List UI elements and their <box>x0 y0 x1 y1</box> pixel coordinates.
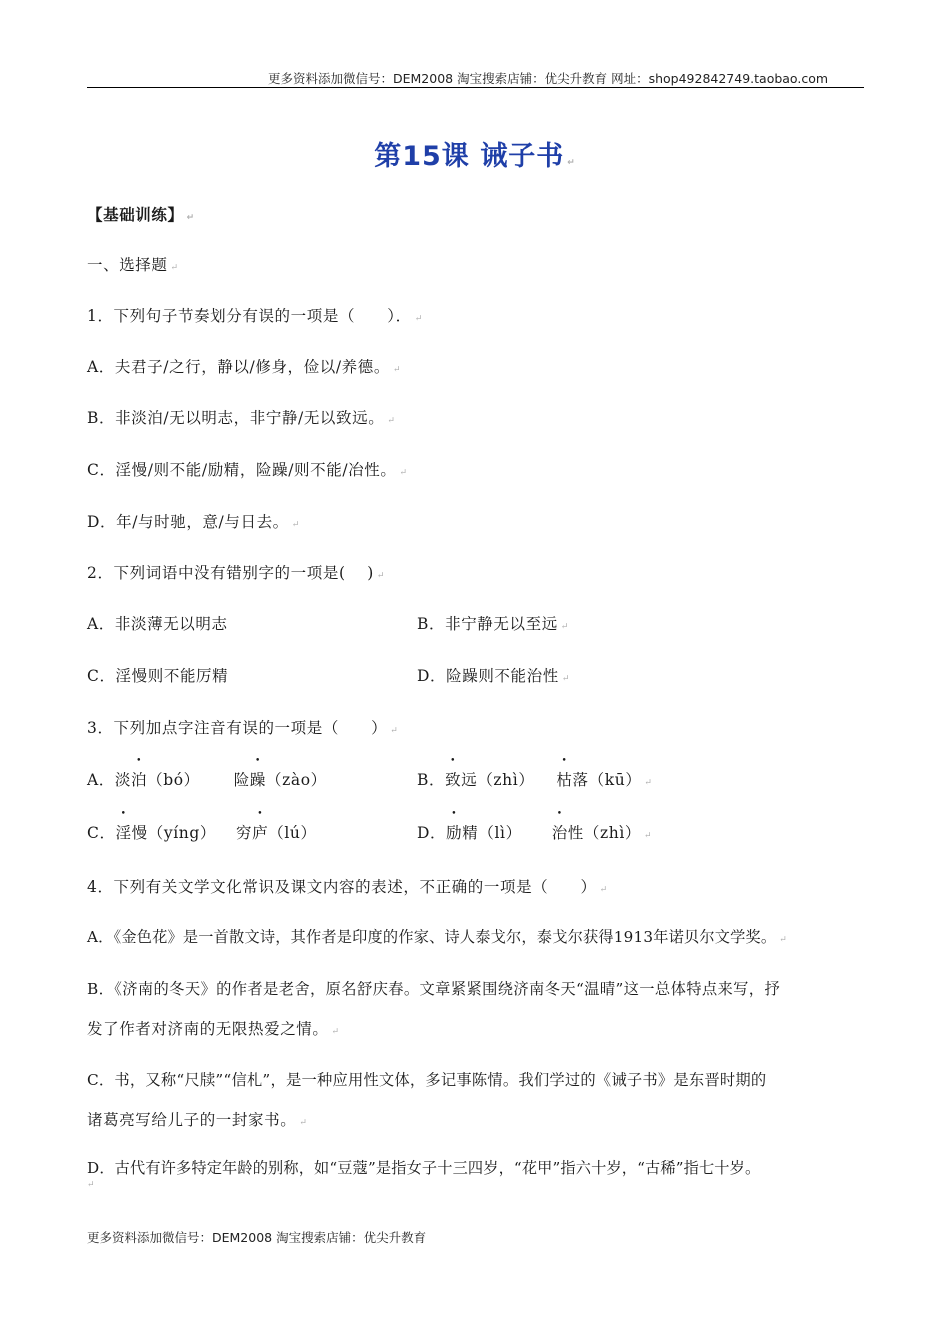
emphasis-dot-char: 淫 <box>115 824 132 842</box>
question-4-option-a: A．《金色花》是一首散文诗，其作者是印度的作家、诗人泰戈尔，泰戈尔获得1913年诺贝尔文学奖。 ↵ <box>87 928 788 946</box>
question-2-option-b: B．非宁静无以至远 ↵ <box>417 615 569 633</box>
emphasis-dot-char: 励 <box>446 824 463 842</box>
question-4-option-c-line1: C．书，又称“尺牍”“信札”，是一种应用性文体，多记事陈情。我们学过的《诫子书》是东晋时期的 <box>87 1071 767 1089</box>
page-header: 更多资料添加微信号：DEM2008 淘宝搜索店铺：优尖升教育 网址：shop492842749.taobao.com <box>268 71 829 86</box>
question-2-option-d: D．险躁则不能治性 ↵ <box>417 667 570 685</box>
question-2-option-a: A．非淡薄无以明志 <box>87 615 228 633</box>
question-2-option-c: C．淫慢则不能厉精 <box>87 667 229 685</box>
question-4-option-c-line2: 诸葛亮写给儿子的一封家书。 ↵ <box>87 1111 308 1129</box>
header-rule <box>87 87 864 88</box>
question-3-option-d: D．励精（lì） 治性（zhì） ↵ <box>417 821 652 843</box>
emphasis-dot-char: 泊 <box>131 771 148 789</box>
page-footer: 更多资料添加微信号：DEM2008 淘宝搜索店铺：优尖升教育 <box>87 1230 427 1245</box>
question-1-option-b: B．非淡泊/无以明志，非宁静/无以致远。 ↵ <box>87 409 396 427</box>
question-3-option-a: A．淡泊（bó） 险躁（zào） <box>87 768 327 790</box>
question-3-option-b: B．致远（zhì） 枯落（kū） ↵ <box>417 768 653 790</box>
part-heading: 一、选择题 ↵ <box>87 256 179 274</box>
question-1-stem: 1．下列句子节奏划分有误的一项是（ ）． ↵ <box>87 307 423 325</box>
question-3-stem: 3．下列加点字注音有误的一项是（ ） ↵ <box>87 719 399 737</box>
emphasis-dot-char: 枯 <box>556 771 573 789</box>
emphasis-dot-char: 致 <box>445 771 462 789</box>
question-1-option-c: C．淫慢/则不能/励精，险躁/则不能/冶性。 ↵ <box>87 461 408 479</box>
emphasis-dot-char: 治 <box>551 824 568 842</box>
question-4-option-b-line2: 发了作者对济南的无限热爱之情。 ↵ <box>87 1020 340 1038</box>
emphasis-dot-char: 躁 <box>249 771 266 789</box>
page-title: 第15课 诫子书 ↵ <box>374 141 576 172</box>
emphasis-dot-char: 庐 <box>252 824 269 842</box>
question-4-option-b-line1: B．《济南的冬天》的作者是老舍，原名舒庆春。文章紧紧围绕济南冬天“温晴”这一总体特点来写，抒 <box>87 980 781 998</box>
question-1-option-d: D．年/与时驰，意/与日去。 ↵ <box>87 513 300 531</box>
question-1-option-a: A．夫君子/之行，静以/修身，俭以/养德。 ↵ <box>87 358 402 376</box>
question-4-option-d: D．古代有许多特定年龄的别称，如“豆蔻”是指女子十三四岁，“花甲”指六十岁，“古稀”指七十岁。 <box>87 1159 761 1177</box>
paragraph-mark: ↵ <box>87 1180 95 1190</box>
section-heading: 【基础训练】 ↵ <box>87 206 195 224</box>
question-2-stem: 2．下列词语中没有错别字的一项是( ) ↵ <box>87 564 386 582</box>
question-3-option-c: C．淫慢（yíng） 穷庐（lú） <box>87 821 317 843</box>
question-4-stem: 4．下列有关文学文化常识及课文内容的表述，不正确的一项是（ ） ↵ <box>87 878 608 896</box>
